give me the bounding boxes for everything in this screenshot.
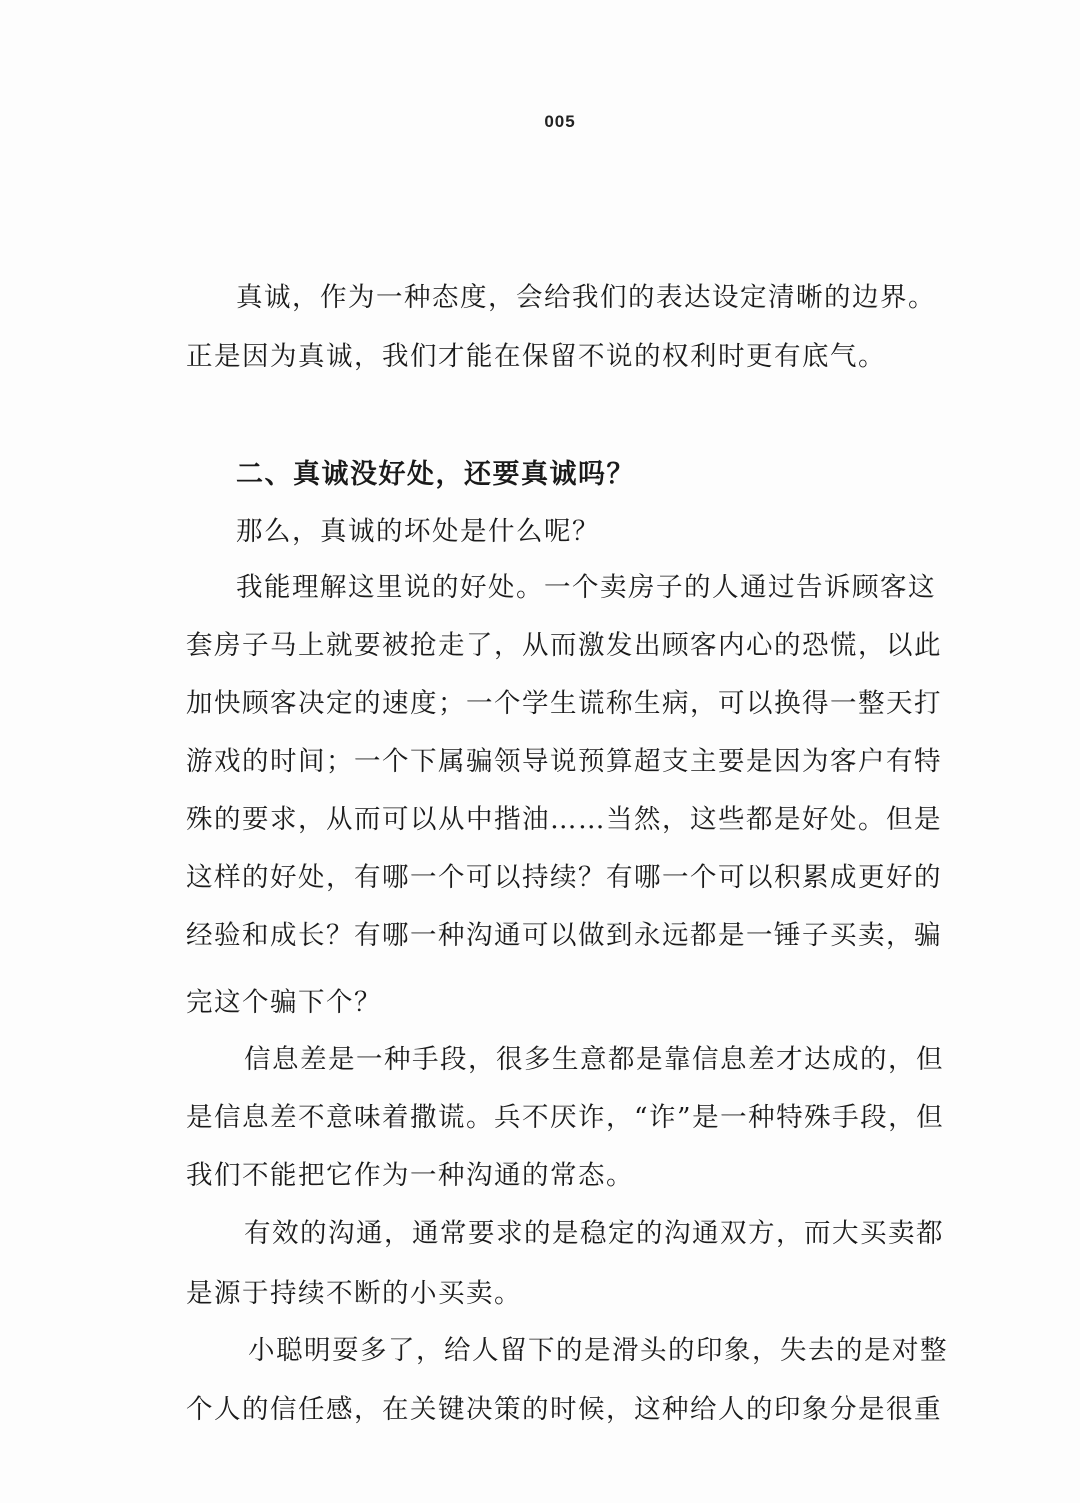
text-line: 那么，真诚的坏处是什么呢？ — [236, 516, 600, 547]
text-line: 信息差是一种手段，很多生意都是靠信息差才达成的，但 — [244, 1044, 944, 1075]
text-line: 游戏的时间；一个下属骗领导说预算超支主要是因为客户有特 — [186, 746, 942, 777]
text-line: 正是因为真诚，我们才能在保留不说的权利时更有底气。 — [186, 341, 886, 372]
text-line: 完这个骗下个？ — [186, 987, 382, 1018]
text-line: 加快顾客决定的速度；一个学生谎称生病，可以换得一整天打 — [186, 688, 942, 719]
text-line: 小聪明耍多了，给人留下的是滑头的印象，失去的是对整 — [248, 1335, 948, 1366]
section-heading: 二、真诚没好处，还要真诚吗？ — [236, 459, 635, 490]
text-line: 我们不能把它作为一种沟通的常态。 — [186, 1160, 634, 1191]
text-line: 我能理解这里说的好处。一个卖房子的人通过告诉顾客这 — [236, 572, 936, 603]
page-number: 005 — [544, 112, 576, 131]
text-line: 是源于持续不断的小买卖。 — [186, 1278, 522, 1309]
text-line: 个人的信任感，在关键决策的时候，这种给人的印象分是很重 — [186, 1394, 942, 1425]
text-line: 真诚，作为一种态度，会给我们的表达设定清晰的边界。 — [236, 282, 936, 313]
text-line: 有效的沟通，通常要求的是稳定的沟通双方，而大买卖都 — [244, 1218, 944, 1249]
text-line: 殊的要求，从而可以从中揩油……当然，这些都是好处。但是 — [186, 804, 942, 835]
text-line: 套房子马上就要被抢走了，从而激发出顾客内心的恐慌，以此 — [186, 630, 942, 661]
text-line: 是信息差不意味着撒谎。兵不厌诈，“诈”是一种特殊手段，但 — [186, 1102, 945, 1133]
text-line: 经验和成长？有哪一种沟通可以做到永远都是一锤子买卖，骗 — [186, 920, 942, 951]
text-line: 这样的好处，有哪一个可以持续？有哪一个可以积累成更好的 — [186, 862, 942, 893]
